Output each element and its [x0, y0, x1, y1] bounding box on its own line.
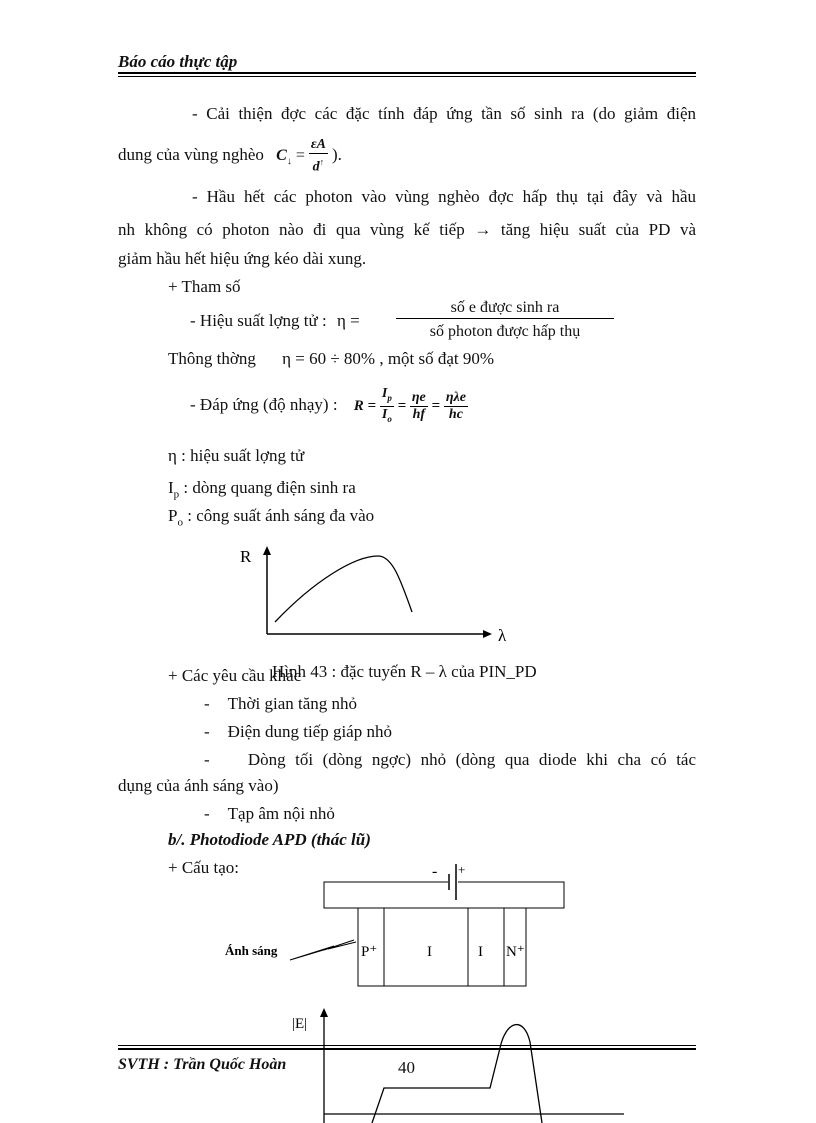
requirement-3-line2: dụng của ánh sáng vào)	[118, 776, 279, 795]
param-heading: + Tham số	[168, 277, 241, 296]
light-label: Ánh sáng	[225, 943, 278, 958]
page-header-title: Báo cáo thực tập	[118, 52, 238, 71]
responsivity-formula: R = $\frac{I_p}{I_o}$ = $\frac{\eta e}{hf}$ = $\frac{\text{ηλe}}{hc}$	[353, 386, 466, 424]
quantum-efficiency-numerator: số e được sinh ra	[396, 298, 614, 319]
electric-field-plot	[280, 1002, 640, 1123]
page-number: 40	[398, 1058, 415, 1077]
y-axis-label: R	[240, 547, 252, 566]
responsivity-line: - Đáp ứng (độ nhạy) : R = $\frac{I_p}{I_o}$ = $\frac{\eta e}{hf}$ = $\frac{\text{ηλe}}{hc}$	[190, 386, 466, 424]
header-rule-thin	[118, 76, 696, 77]
section-b-heading: b/. Photodiode APD (thác lũ)	[168, 830, 371, 849]
layer-n-plus: N⁺	[506, 944, 525, 960]
arrow-right-icon: →	[474, 220, 492, 239]
battery-plus: +	[458, 862, 466, 877]
layer-i-1: I	[427, 944, 432, 960]
wire-right	[458, 882, 564, 908]
definition-ip: $I_p$ : dòng quang điện sinh ra	[168, 478, 356, 501]
definition-eta: η : hiệu suất lợng tử	[168, 446, 305, 465]
apd-device-body	[358, 908, 526, 986]
header-rule-thick	[118, 72, 696, 74]
footer-author: SVTH : Trần Quốc Hoàn	[118, 1056, 287, 1073]
requirement-2: - Điện dung tiếp giáp nhỏ	[204, 722, 392, 741]
layer-i-2: I	[478, 944, 483, 960]
definition-po: $P_o$ : công suất ánh sáng đa vào	[168, 506, 375, 529]
paragraph-1-line2: dung của vùng nghèo $C_↓$ = $\frac{\varepsilon A}{d^↑}$ ).	[118, 137, 342, 175]
x-axis-label: λ	[498, 626, 507, 645]
field-y-label: |E|	[292, 1016, 308, 1032]
requirement-1: - Thời gian tăng nhỏ	[204, 694, 358, 713]
field-y-axis-arrow-icon	[320, 1008, 328, 1017]
figure-43-caption: Hình 43 : đặc tuyến R – λ của PIN_PD	[272, 662, 537, 681]
y-axis-arrow-icon	[263, 546, 271, 555]
structure-heading: + Cấu tạo:	[168, 858, 239, 877]
typical-value-line: Thông thờng η = 60 ÷ 80% , một số đạt 90%	[168, 349, 495, 368]
layer-p-plus: P⁺	[361, 944, 378, 960]
paragraph-2-line1: - Hầu hết các photon vào vùng nghèo đợc hấp thụ tại đây và hầu	[192, 187, 696, 206]
x-axis-arrow-icon	[483, 630, 492, 638]
requirement-4: - Tạp âm nội nhỏ	[204, 804, 335, 823]
vung-ngheo-text: dung của vùng nghèo	[118, 145, 264, 164]
wire-left	[324, 882, 448, 908]
footer-rule-thin	[118, 1045, 696, 1046]
requirement-3-line1: - Dòng tối (dòng ngợc) nhỏ (dòng qua diode khi cha có tác	[204, 750, 697, 769]
paragraph-2-line2: nh không có photon nào đi qua vùng kế tiếp → tăng hiệu suất của PD và	[118, 220, 697, 239]
light-arrow-icon	[290, 940, 356, 960]
apd-structure-diagram	[220, 860, 580, 995]
capacitance-formula: $C_↓$ = $\frac{\varepsilon A}{d^↑}$	[276, 137, 326, 175]
requirements-heading: + Các yêu cầu khác	[168, 666, 302, 685]
quantum-efficiency-label: - Hiệu suất lợng tử : η =	[190, 311, 360, 330]
quantum-efficiency-denominator: số photon được hấp thụ	[429, 323, 581, 340]
paragraph-1-line1: - Cải thiện đợc các đặc tính đáp ứng tần số sinh ra (do giảm điện	[192, 104, 696, 123]
paragraph-2-line3: giảm hầu hết hiệu ứng kéo dài xung.	[118, 249, 367, 268]
footer-rule-thick	[118, 1048, 696, 1050]
battery-minus: -	[432, 863, 438, 880]
figure-43-r-lambda-curve	[230, 538, 530, 653]
responsivity-curve	[275, 556, 412, 622]
